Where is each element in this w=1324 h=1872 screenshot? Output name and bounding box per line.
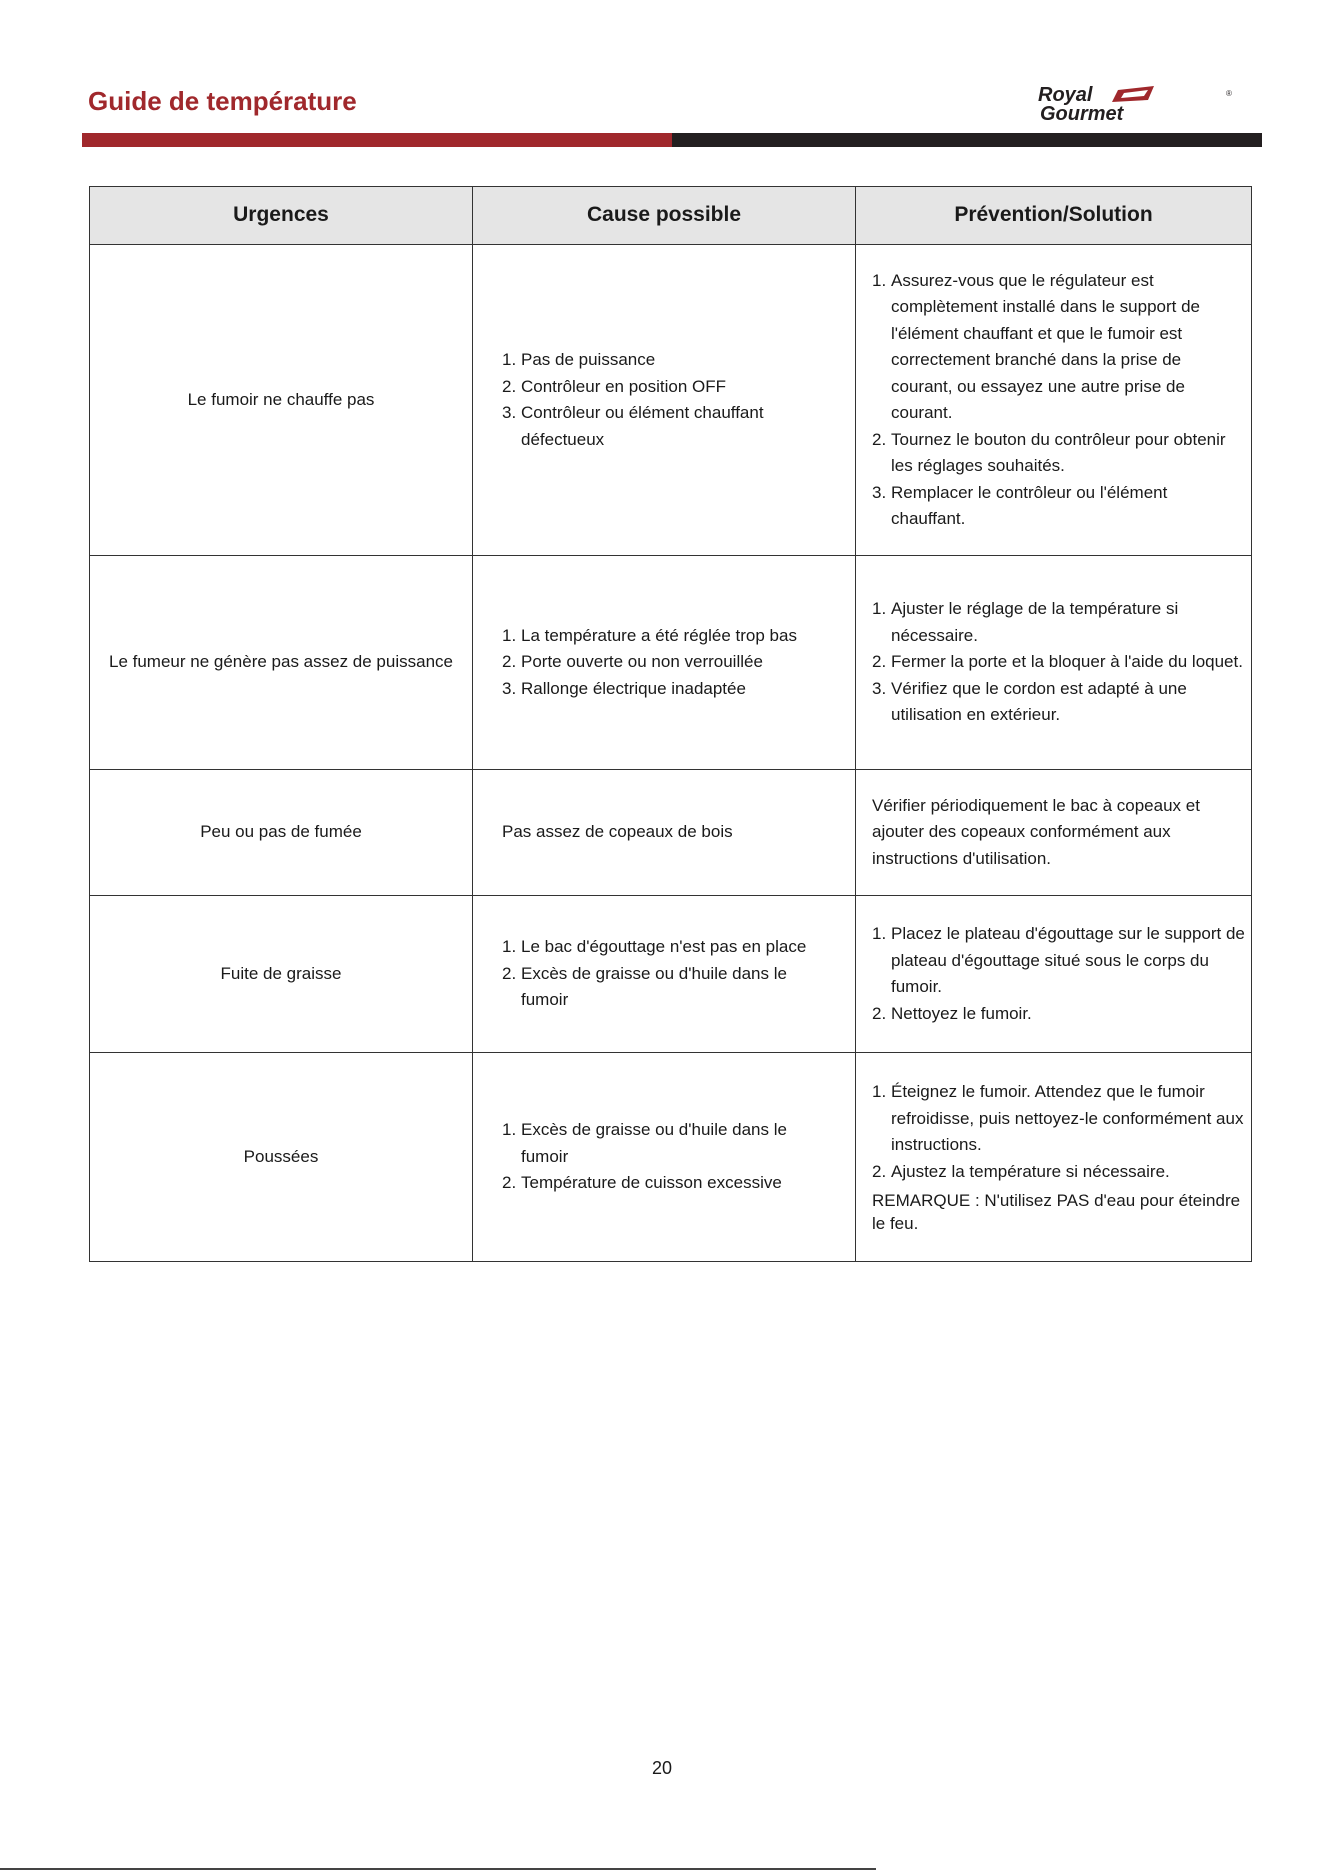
list-item <box>502 676 841 703</box>
list-text: Pas de puissance <box>521 350 656 369</box>
list-number: 1. <box>502 937 517 957</box>
list-item <box>872 596 1245 649</box>
list-item <box>502 934 841 961</box>
cause-list <box>502 347 841 453</box>
cause-list <box>502 934 841 1014</box>
solution-list <box>872 596 1245 729</box>
table-row <box>90 896 1252 1053</box>
list-number: 3. <box>502 403 517 422</box>
list-item <box>872 427 1245 480</box>
list-number: 2. <box>872 1003 887 1023</box>
remark-note: REMARQUE : N'utilisez PAS d'eau pour éteindre le feu. <box>872 1191 1241 1233</box>
table-row <box>90 245 1252 556</box>
solution-cell <box>856 896 1252 1053</box>
header-prevention-solution: Prévention/Solution <box>856 187 1252 245</box>
list-item <box>502 400 841 453</box>
page-number: 20 <box>651 1758 673 1778</box>
solution-cell: Vérifier périodiquement le bac à copeaux et ajouter des copeaux conformément aux instructions d'utilisation. <box>856 770 1252 896</box>
list-number: 3. <box>502 678 517 698</box>
list-text: Contrôleur en position OFF <box>521 376 727 396</box>
logo-word-2: Gourmet <box>1040 103 1124 122</box>
cause-cell <box>473 556 856 770</box>
bottom-divider <box>0 1868 876 1870</box>
urgence-cell: Le fumoir ne chauffe pas <box>90 245 473 556</box>
list-text: Placez le plateau d'égouttage sur le support de plateau d'égouttage situé sous le corps du fumoir. <box>891 924 1245 996</box>
list-text: Contrôleur ou élément chauffant défectueux <box>521 403 764 449</box>
list-item <box>502 347 841 374</box>
list-number: 2. <box>872 1161 887 1181</box>
list-text: Excès de graisse ou d'huile dans le fumoir <box>521 1120 787 1166</box>
list-text: Ajustez la température si nécessaire. <box>891 1161 1170 1181</box>
table-row <box>90 1053 1252 1262</box>
list-number: 1. <box>872 599 887 619</box>
list-number: 2. <box>502 1173 517 1193</box>
list-text: Le bac d'égouttage n'est pas en place <box>521 937 807 957</box>
solution-list <box>872 921 1245 1027</box>
urgence-cell: Le fumeur ne génère pas assez de puissance <box>90 556 473 770</box>
cause-cell <box>473 245 856 556</box>
list-number: 3. <box>872 678 887 698</box>
list-text: Fermer la porte et la bloquer à l'aide du loquet. <box>891 652 1243 672</box>
royal-gourmet-logo <box>1036 84 1236 122</box>
list-item <box>872 1001 1245 1028</box>
cause-cell <box>473 896 856 1053</box>
list-text: La température a été réglée trop bas <box>521 625 797 645</box>
cause-list <box>502 623 841 703</box>
header-urgences: Urgences <box>90 187 473 245</box>
list-item <box>502 649 841 676</box>
solution-cell <box>856 245 1252 556</box>
page-title: Guide de température <box>88 86 357 116</box>
header-bar-red <box>82 133 672 147</box>
list-text: Température de cuisson excessive <box>521 1173 782 1193</box>
urgence-cell: Poussées <box>90 1053 473 1262</box>
list-number: 2. <box>502 376 517 396</box>
list-text: Nettoyez le fumoir. <box>891 1003 1032 1023</box>
list-item <box>872 1159 1245 1186</box>
list-item <box>872 649 1245 676</box>
solution-cell <box>856 1053 1252 1262</box>
logo-word-1: Royal <box>1038 84 1093 106</box>
list-item <box>872 268 1245 427</box>
header-bar-dark <box>672 133 1262 147</box>
list-text: Rallonge électrique inadaptée <box>521 678 746 698</box>
list-item <box>502 961 841 1014</box>
list-item <box>502 374 841 401</box>
list-text: Remplacer le contrôleur ou l'élément chauffant. <box>891 482 1168 528</box>
list-number: 2. <box>872 429 887 449</box>
list-item <box>872 921 1245 1001</box>
list-number: 3. <box>872 482 887 502</box>
cause-list <box>502 1117 841 1197</box>
list-item <box>872 1079 1245 1159</box>
list-number: 2. <box>872 652 887 672</box>
list-number: 2. <box>502 963 517 983</box>
urgence-cell: Peu ou pas de fumée <box>90 770 473 896</box>
cause-cell <box>473 1053 856 1262</box>
list-number: 1. <box>872 924 887 943</box>
list-item <box>502 1117 841 1170</box>
list-number: 1. <box>502 625 517 645</box>
list-number: 2. <box>502 652 517 672</box>
troubleshooting-table <box>89 186 1252 1262</box>
list-text: Ajuster le réglage de la température si nécessaire. <box>891 599 1179 645</box>
list-text: Excès de graisse ou d'huile dans le fumoir <box>521 963 787 1010</box>
cause-cell: Pas assez de copeaux de bois <box>473 770 856 896</box>
list-number: 1. <box>872 1082 887 1101</box>
list-number: 1. <box>502 1120 517 1140</box>
list-item <box>872 676 1245 729</box>
list-item <box>502 1170 841 1197</box>
solution-cell <box>856 556 1252 770</box>
list-text: Tournez le bouton du contrôleur pour obtenir les réglages souhaités. <box>891 429 1226 475</box>
list-item <box>502 623 841 650</box>
registered-mark: ® <box>1226 89 1232 98</box>
list-text: Éteignez le fumoir. Attendez que le fumoir refroidisse, puis nettoyez-le conformément aux instructions. <box>891 1082 1244 1154</box>
table-row <box>90 770 1252 896</box>
list-item <box>872 480 1245 533</box>
list-text: Assurez-vous que le régulateur est complètement installé dans le support de l'élément chauffant et que le fumoir est correctement branché dans la prise de courant, ou essayez une autre prise de courant. <box>891 270 1201 422</box>
solution-list <box>872 268 1245 533</box>
list-number: 1. <box>872 270 887 290</box>
header-cause-possible: Cause possible <box>473 187 856 245</box>
list-number: 1. <box>502 350 517 369</box>
logo-graphic <box>1036 84 1236 122</box>
urgence-cell: Fuite de graisse <box>90 896 473 1053</box>
list-text: Vérifiez que le cordon est adapté à une utilisation en extérieur. <box>891 678 1187 725</box>
table-row <box>90 556 1252 770</box>
list-text: Porte ouverte ou non verrouillée <box>521 652 763 672</box>
solution-list <box>872 1079 1245 1185</box>
table-header-row <box>90 187 1252 245</box>
